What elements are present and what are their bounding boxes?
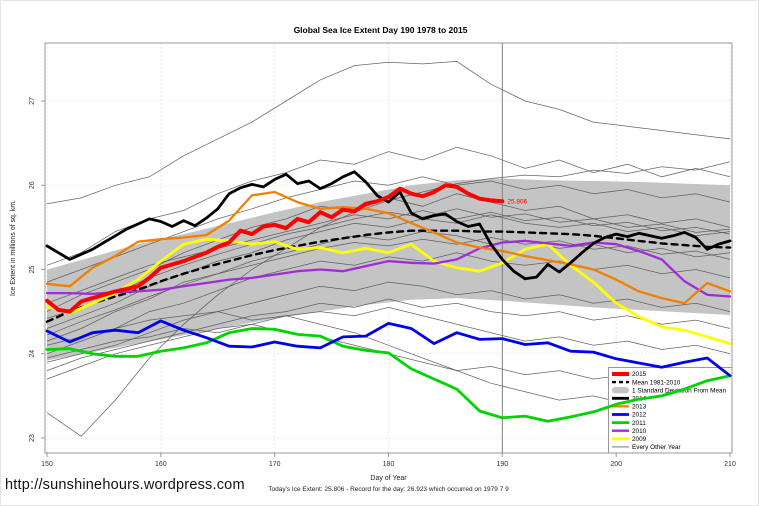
y-tick-label: 27	[29, 97, 36, 105]
chart-subtitle: Today's Ice Extent: 25.806 - Record for the day: 26.923 which occurred on 1979 7 9	[268, 486, 509, 493]
legend-entry-2012-label: 2012	[632, 411, 647, 419]
legend-entry-1-standard-deviation-from-mean-label: 1 Standard Deviation From Mean	[632, 387, 727, 395]
watermark-url: http://sunshinehours.wordpress.com	[5, 477, 245, 493]
x-tick-label: 180	[382, 461, 395, 468]
y-tick-label: 23	[29, 434, 36, 442]
legend-entry-1-standard-deviation-from-mean-swatch	[612, 387, 629, 393]
legend-entry-2011-label: 2011	[632, 419, 646, 427]
legend-entry-2015-label: 2015	[632, 371, 647, 379]
today-value-label: 25.806	[507, 198, 528, 206]
legend-entry-every-other-year-label: Every Other Year	[632, 444, 681, 452]
legend-entry-2013-label: 2013	[632, 403, 647, 411]
x-tick-label: 200	[610, 461, 623, 468]
y-tick-label: 25	[29, 265, 36, 274]
x-axis-title: Day of Year	[370, 475, 407, 482]
legend-entry-2014-label: 2014	[632, 395, 647, 403]
x-tick-label: 170	[268, 461, 281, 468]
x-tick-label: 190	[496, 461, 509, 468]
x-tick-label: 150	[41, 461, 53, 468]
legend-entry-mean-1981-2010-label: Mean 1981-2010	[632, 379, 681, 387]
x-tick-label: 160	[154, 461, 167, 468]
legend-entry-2009-label: 2009	[632, 436, 647, 443]
y-tick-label: 24	[29, 349, 36, 358]
y-axis-title: Ice Extent in millions of sq. km.	[10, 199, 17, 297]
x-tick-label: 210	[724, 461, 736, 468]
legend-entry-2010-label: 2010	[632, 427, 647, 435]
sea-ice-chart	[1, 1, 759, 506]
chart-title: Global Sea Ice Extent Day 190 1978 to 2015	[293, 25, 468, 35]
y-tick-label: 26	[29, 181, 36, 190]
